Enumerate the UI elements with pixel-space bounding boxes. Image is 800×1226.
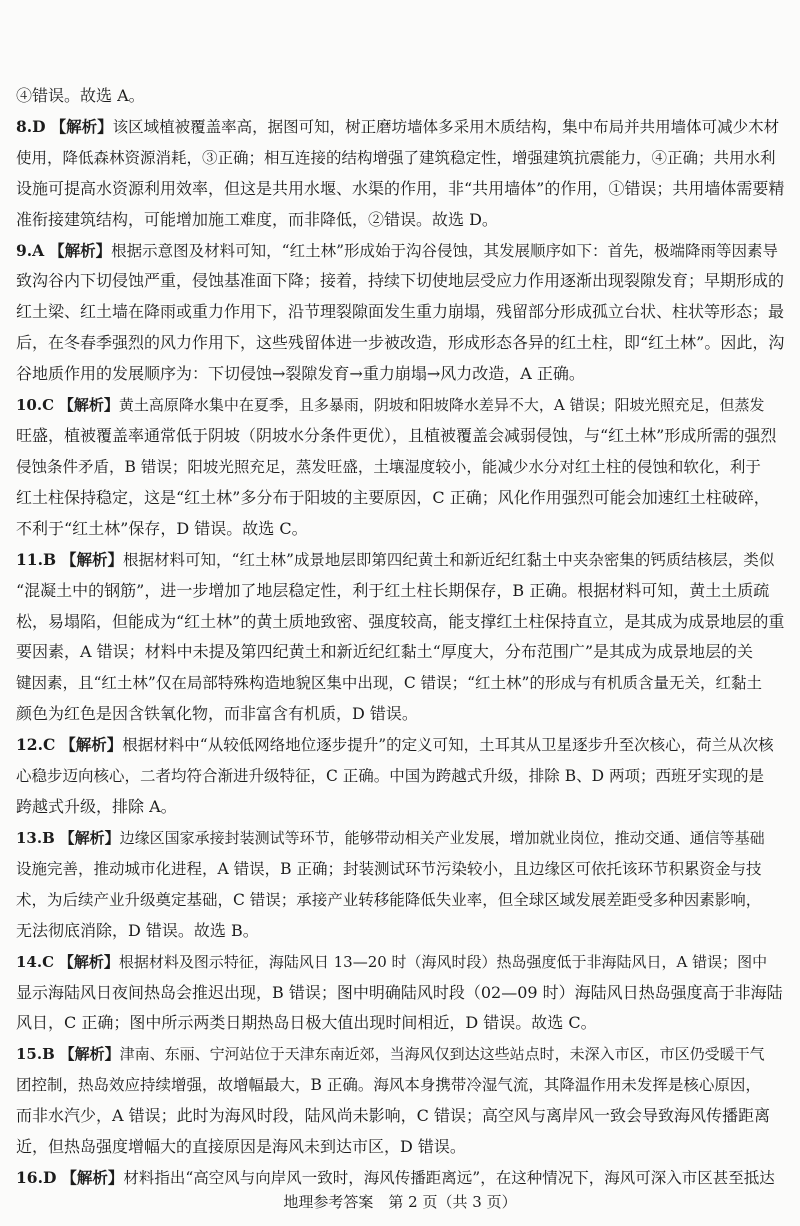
q9-line-5: 谷地质作用的发展顺序为：下切侵蚀→裂隙发育→重力崩塌→风力改造，A 正确。 <box>16 364 585 383</box>
q12-text-1: 根据材料中“从较低网络地位逐步提升”的定义可知，土耳其从卫星逐步升至次核心，荷兰从次核 <box>122 736 774 754</box>
q13-line-3: 术，为后续产业升级奠定基础，C 错误；承接产业转移能降低失业率，但全球区域发展差距受多种因素影响， <box>16 891 762 909</box>
q11-number: 11.B <box>16 550 57 569</box>
q11-analysis-tag: 【解析】 <box>61 550 124 569</box>
q10-text-1: 黄土高原降水集中在夏季，且多暴雨，阴坡和阳坡降水差异不大，A 错误；阳坡光照充足，但蒸发 <box>118 396 765 414</box>
q10-line-2: 旺盛，植被覆盖率通常低于阴坡（阴坡水分条件更优），且植被覆盖会减弱侵蚀，与“红土林”形成所需的强烈 <box>16 426 777 445</box>
q11-line-4: 要因素，A 错误；材料中未提及第四纪黄土和新近纪红黏土“厚度大，分布范围广”是其成为成景地层的关 <box>16 642 754 661</box>
q10-line-1 <box>16 395 764 415</box>
q13-text-1: 边缘区国家承接封装测试等环节，能够带动相关产业发展，增加就业岗位，推动交通、通信等基础 <box>119 829 765 847</box>
q12-number: 12.C <box>16 735 56 754</box>
q15-line-3: 而非水汽少，A 错误；此时为海风时段，陆风尚未影响，C 错误；高空风与离岸风一致会导致海风传播距离 <box>16 1106 770 1125</box>
q13-line-1 <box>16 828 765 848</box>
q15-line-1 <box>16 1044 765 1064</box>
q9-line-4: 后，在冬春季强烈的风力作用下，这些残留体进一步被改造，形成形态各异的红土柱，即“红土林”。因此，沟 <box>16 333 785 352</box>
q15-text-1: 津南、东丽、宁河站位于天津东南近郊，当海风仅到达这些站点时，未深入市区，市区仍受暖干气 <box>119 1045 765 1063</box>
q16-number: 16.D <box>16 1168 57 1187</box>
q16-line-1 <box>16 1168 775 1188</box>
q9-analysis-tag: 【解析】 <box>49 241 112 260</box>
q12-analysis-tag: 【解析】 <box>60 735 123 754</box>
q11-line-6: 颜色为红色是因含铁氧化物，而非富含有机质，D 错误。 <box>16 704 418 723</box>
q15-line-4: 近，但热岛强度增幅大的直接原因是海风未到达市区，D 错误。 <box>16 1137 466 1156</box>
q9-number: 9.A <box>16 241 45 260</box>
q10-line-5: 不利于“红土林”保存，D 错误。故选 C。 <box>16 519 308 538</box>
q9-text-1: 根据示意图及材料可知，“红土林”形成始于沟谷侵蚀，其发展顺序如下：首先，极端降雨等因素导 <box>111 242 779 260</box>
q13-line-2: 设施完善，推动城市化进程，A 错误，B 正确；封装测试环节污染较小，且边缘区可依托该环节积累资金与技 <box>16 860 762 878</box>
q9-line-3: 红土梁、红土墙在降雨或重力作用下，沿节理裂隙面发生重力崩塌，残留部分形成孤立台状、柱状等形态；最 <box>16 302 785 321</box>
q16-analysis-tag: 【解析】 <box>61 1168 124 1187</box>
q13-number: 13.B <box>16 829 55 847</box>
q13-analysis-tag: 【解析】 <box>59 829 120 847</box>
q15-line-2: 团控制，热岛效应持续增强，故增幅最大，B 正确。海风本身携带冷湿气流，其降温作用未发挥是核心原因， <box>16 1076 761 1094</box>
q14-line-3: 风日，C 正确；图中所示两类日期热岛日极大值出现时间相近，D 错误。故选 C。 <box>16 1013 597 1032</box>
q11-line-3: 松，易塌陷，但能成为“红土林”的黄土质地致密、强度较高，能支撑红土柱保持直立，是其成为成景地层的重 <box>16 612 785 631</box>
q9-line-1 <box>16 241 778 261</box>
q11-line-5: 键因素，且“红土林”仅在局部特殊构造地貌区集中出现，C 错误；“红土林”的形成与有机质含量无关，红黏土 <box>16 674 762 692</box>
q11-line-1 <box>16 550 774 570</box>
q12-line-1 <box>16 735 774 755</box>
carryover-line: ④错误。故选 A。 <box>16 86 145 105</box>
q14-line-1 <box>16 952 767 972</box>
q8-number: 8.D <box>16 117 46 136</box>
q10-line-4: 红土柱保持稳定，这是“红土林”多分布于阳坡的主要原因，C 正确；风化作用强烈可能会加速红土柱破碎， <box>16 488 770 507</box>
q10-number: 10.C <box>16 396 55 414</box>
q12-line-2: 心稳步迈向核心，二者均符合渐进升级特征，C 正确。中国为跨越式升级，排除 B、D 两项；西班牙实现的是 <box>16 767 764 785</box>
q15-number: 15.B <box>16 1045 55 1063</box>
q9-line-2: 致沟谷内下切侵蚀严重，侵蚀基准面下降；接着，持续下切使地层受应力作用逐渐出现裂隙发育；早期形成的 <box>16 271 785 290</box>
q16-text-1: 材料指出“高空风与向岸风一致时，海风传播距离远”，在这种情况下，海风可深入市区甚至抵达 <box>123 1169 775 1187</box>
q8-line-2: 使用，降低森林资源消耗，③正确；相互连接的结构增强了建筑稳定性，增强建筑抗震能力，④正确；共用水利 <box>16 149 776 167</box>
q15-analysis-tag: 【解析】 <box>59 1045 120 1063</box>
page-footer: 地理参考答案 第 2 页（共 3 页） <box>283 1193 517 1211</box>
q14-analysis-tag: 【解析】 <box>58 953 119 971</box>
q11-line-2: “混凝土中的钢筋”，进一步增加了地层稳定性，利于红土柱长期保存，B 正确。根据材料可知，黄土土质疏 <box>16 581 770 600</box>
q8-line-4: 准衔接建筑结构，可能增加施工难度，而非降低，②错误。故选 D。 <box>16 210 498 229</box>
q14-number: 14.C <box>16 953 55 971</box>
q14-line-2: 显示海陆风日夜间热岛会推迟出现，B 错误；图中明确陆风时段（02—09 时）海陆风日热岛强度高于非海陆 <box>16 983 783 1002</box>
q10-line-3: 侵蚀条件矛盾，B 错误；阳坡光照充足，蒸发旺盛，土壤湿度较小，能减少水分对红土柱的侵蚀和软化，利于 <box>16 458 761 476</box>
q8-analysis-tag: 【解析】 <box>50 117 113 136</box>
q10-analysis-tag: 【解析】 <box>58 396 119 414</box>
q12-line-3: 跨越式升级，排除 A。 <box>16 797 177 816</box>
q11-text-1: 根据材料可知，“红土林”成景地层即第四纪黄土和新近纪红黏土中夹杂密集的钙质结核层，类似 <box>123 551 775 569</box>
q14-text-1: 根据材料及图示特征，海陆风日 13—20 时（海风时段）热岛强度低于非海陆风日，A 错误；图中 <box>118 953 768 971</box>
q8-text-1: 该区域植被覆盖率高，据图可知，树正磨坊墙体多采用木质结构，集中布局并共用墙体可减少木材 <box>112 118 780 136</box>
q8-line-1 <box>16 117 779 137</box>
q13-line-4: 无法彻底消除，D 错误。故选 B。 <box>16 921 259 940</box>
q8-line-3: 设施可提高水资源利用效率，但这是共用水堰、水渠的作用，非“共用墙体”的作用，①错误；共用墙体需要精 <box>16 179 785 198</box>
